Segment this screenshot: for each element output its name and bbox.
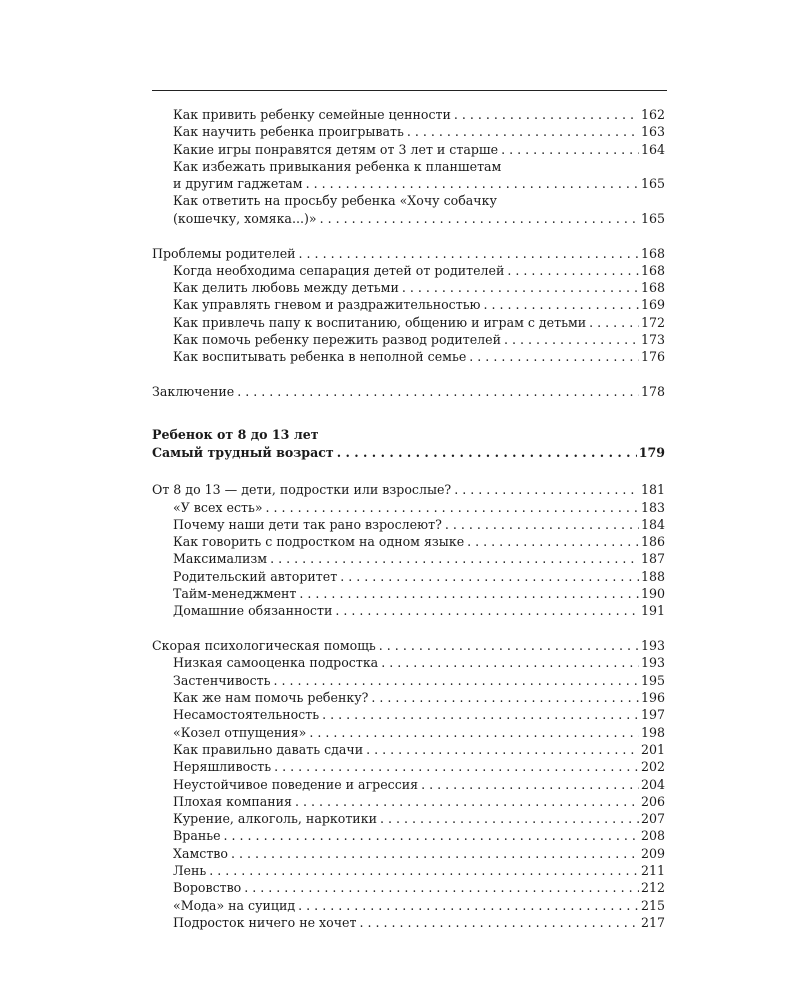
leader-dots [366,741,639,758]
leader-dots [371,689,639,706]
toc-entry-page: 191 [640,603,665,619]
toc-entry-line[interactable] [152,192,665,209]
leader-dots [454,481,639,498]
toc-entry-page: 183 [640,499,665,515]
spacer [152,620,665,638]
toc-entry[interactable] [152,499,665,516]
part-heading: Ребенок от 8 до 13 лет [152,427,319,443]
toc-entry-title: Как избежать привыкания ребенка к планшетам [173,158,502,174]
toc-section-title: Проблемы родителей [152,245,296,261]
toc-entry-page: 168 [640,262,665,278]
toc-entry-title: Воровство [173,880,242,896]
toc-entry[interactable] [152,348,665,365]
toc-entry[interactable] [152,706,665,723]
leader-dots [402,279,639,296]
leader-dots [484,296,639,313]
toc-entry-page: 208 [640,828,665,844]
leader-dots [381,654,639,671]
leader-dots [309,724,639,741]
toc-entry-page: 188 [640,568,665,584]
leader-dots [244,879,639,896]
toc-entry[interactable] [152,550,665,567]
toc-entry-title: Как ответить на просьбу ребенка «Хочу собачку [173,193,497,209]
toc-entry-title: Вранье [173,828,221,844]
toc-entry[interactable] [152,672,665,689]
toc-entry[interactable] [152,879,665,896]
leader-dots [237,383,639,400]
leader-dots [266,499,639,516]
toc-entry-page: 163 [640,124,665,140]
leader-dots [454,106,639,123]
toc-entry-title: Как управлять гневом и раздражительностью [173,297,481,313]
toc-entry-title: Неряшливость [173,759,272,775]
toc-entry[interactable] [152,568,665,585]
toc-entry-page: 212 [640,880,665,896]
leader-dots [306,175,639,192]
toc-entry-title: Несамостоятельность [173,707,320,723]
toc-entry-page: 215 [640,897,665,913]
toc-section-title: От 8 до 13 — дети, подростки или взрослые? [152,482,452,498]
toc-entry-page: 202 [640,759,665,775]
leader-dots [274,758,639,775]
toc-section-entry[interactable] [152,637,665,654]
spacer [152,400,665,426]
leader-dots [501,141,639,158]
toc-entry[interactable] [152,741,665,758]
toc-entry[interactable] [152,827,665,844]
toc-entry-page: 187 [640,551,665,567]
toc-entry[interactable] [152,123,665,140]
toc-entry-page: 197 [640,707,665,723]
toc-entry-page: 204 [640,776,665,792]
leader-dots [274,672,639,689]
toc-entry-page: 190 [640,586,665,602]
toc-entry[interactable] [152,106,665,123]
toc-entry-page: 165 [640,176,665,192]
toc-entry-page: 206 [640,793,665,809]
toc-entry[interactable] [152,689,665,706]
toc-entry-page: 196 [640,690,665,706]
toc-entry-title: (кошечку, хомяка...)» [173,210,317,226]
leader-dots [379,637,639,654]
toc-entry-title: Как правильно давать сдачи [173,741,364,757]
toc-entry-title: Как же нам помочь ребенку? [173,690,369,706]
toc-entry-title: Как воспитывать ребенка в неполной семье [173,349,467,365]
leader-dots [507,262,639,279]
toc-entry-title: Как привить ребенку семейные ценности [173,107,451,122]
toc-entry[interactable] [152,210,665,227]
part-subtitle: Самый трудный возраст [152,444,334,460]
leader-dots [407,123,639,140]
leader-dots [295,793,639,810]
toc-entry-page: 172 [640,314,665,330]
leader-dots [322,706,639,723]
toc-section-page: 181 [640,482,665,498]
toc-entry-page: 217 [640,914,665,930]
toc-section-title: Скорая психологическая помощь [152,638,376,654]
toc-entry-title: Неустойчивое поведение и агрессия [173,776,419,792]
toc-entry-title: Низкая самооценка подростка [173,655,379,671]
toc-entry-title: и другим гаджетам [173,176,303,192]
toc-entry-title: «Мода» на суицид [173,897,296,913]
toc-entry[interactable] [152,516,665,533]
toc-entry[interactable] [152,279,665,296]
toc-entry[interactable] [152,533,665,550]
toc-entry-page: 169 [640,297,665,313]
toc-entry-page: 198 [640,724,665,740]
leader-dots [231,845,639,862]
toc-entry-page: 211 [640,862,665,878]
toc-entry-title: Домашние обязанности [173,603,333,619]
toc-entry[interactable] [152,897,665,914]
toc-entry[interactable] [152,314,665,331]
toc-entry-page: 164 [640,141,665,157]
leader-dots [320,210,639,227]
toc-entry-title: Как помочь ребенку пережить развод родителей [173,332,501,348]
toc-entry[interactable] [152,602,665,619]
toc-section-entry[interactable] [152,481,665,498]
toc-entry[interactable] [152,914,665,931]
leader-dots [380,810,639,827]
toc-entry[interactable] [152,262,665,279]
toc-entry-title: Как говорить с подростком на одном языке [173,534,465,550]
toc-entry[interactable] [152,862,665,879]
table-of-contents [152,106,665,931]
toc-conclusion-page: 178 [640,384,665,400]
leader-dots [421,776,639,793]
toc-entry[interactable] [152,845,665,862]
toc-entry-title: «Козел отпущения» [173,724,307,740]
leader-dots [224,827,639,844]
toc-entry[interactable] [152,776,665,793]
toc-entry[interactable] [152,175,665,192]
toc-entry-title: Как привлечь папу к воспитанию, общению и играм с детьми [173,314,587,330]
toc-entry[interactable] [152,654,665,671]
leader-dots [340,568,639,585]
toc-entry-page: 168 [640,280,665,296]
leader-dots [270,550,639,567]
leader-dots [445,516,639,533]
toc-entry-page: 193 [640,655,665,671]
help-items [152,654,665,931]
toc-entry-page: 195 [640,672,665,688]
toc-entry-title: Родительский авторитет [173,568,338,584]
leader-dots [504,331,639,348]
toc-entry[interactable] [152,724,665,741]
toc-entry-title: «У всех есть» [173,499,263,515]
toc-entry-title: Хамство [173,845,228,861]
leader-dots [337,444,637,461]
header-rule [152,90,667,91]
toc-entry-title: Максимализм [173,551,268,567]
toc-entry[interactable] [152,331,665,348]
toc-entry-title: Плохая компания [173,793,293,809]
leader-dots [589,314,639,331]
toc-entry-page: 207 [640,811,665,827]
toc-entry[interactable] [152,585,665,602]
toc-entry-page: 165 [640,210,665,226]
parents-items [152,262,665,366]
toc-entry[interactable] [152,793,665,810]
part-page: 179 [638,444,665,460]
toc-entry-page: 209 [640,845,665,861]
toc-entry-line[interactable] [152,158,665,175]
toc-entry-title: Тайм-менеджмент [173,586,297,602]
toc-entry-page: 162 [640,107,665,122]
toc-entry[interactable] [152,141,665,158]
toc-entry-title: Лень [173,862,207,878]
leader-dots [209,862,639,879]
toc-entry-title: Почему наши дети так рано взрослеют? [173,516,442,532]
leader-dots [469,348,639,365]
toc-section-entry[interactable] [152,245,665,262]
leader-dots [467,533,639,550]
leader-dots [335,602,639,619]
teens-items [152,499,665,620]
toc-entry-title: Как делить любовь между детьми [173,280,399,296]
toc-section-page: 168 [640,245,665,261]
toc-entry[interactable] [152,758,665,775]
toc-conclusion-entry[interactable] [152,383,665,400]
leader-dots [299,245,639,262]
toc-conclusion-title: Заключение [152,384,235,400]
toc-entry[interactable] [152,810,665,827]
toc-entry-title: Какие игры понравятся детям от 3 лет и старше [173,141,499,157]
toc-entry-title: Когда необходима сепарация детей от родителей [173,262,505,278]
leader-dots [299,585,639,602]
toc-entry-page: 176 [640,349,665,365]
part-subtitle-entry[interactable] [152,444,665,461]
spacer [152,461,665,481]
toc-entry-page: 184 [640,516,665,532]
spacer [152,366,665,384]
toc-entry-page: 201 [640,741,665,757]
leader-dots [298,897,639,914]
leader-dots [359,914,638,931]
toc-entry[interactable] [152,296,665,313]
toc-entry-page: 186 [640,534,665,550]
toc-section-page: 193 [640,638,665,654]
toc-entry-title: Курение, алкоголь, наркотики [173,811,377,827]
toc-entry-title: Подросток ничего не хочет [173,914,357,930]
toc-entry-page: 173 [640,332,665,348]
spacer [152,227,665,245]
toc-entry-title: Как научить ребенка проигрывать [173,124,404,140]
toc-entry-title: Застенчивость [173,672,271,688]
